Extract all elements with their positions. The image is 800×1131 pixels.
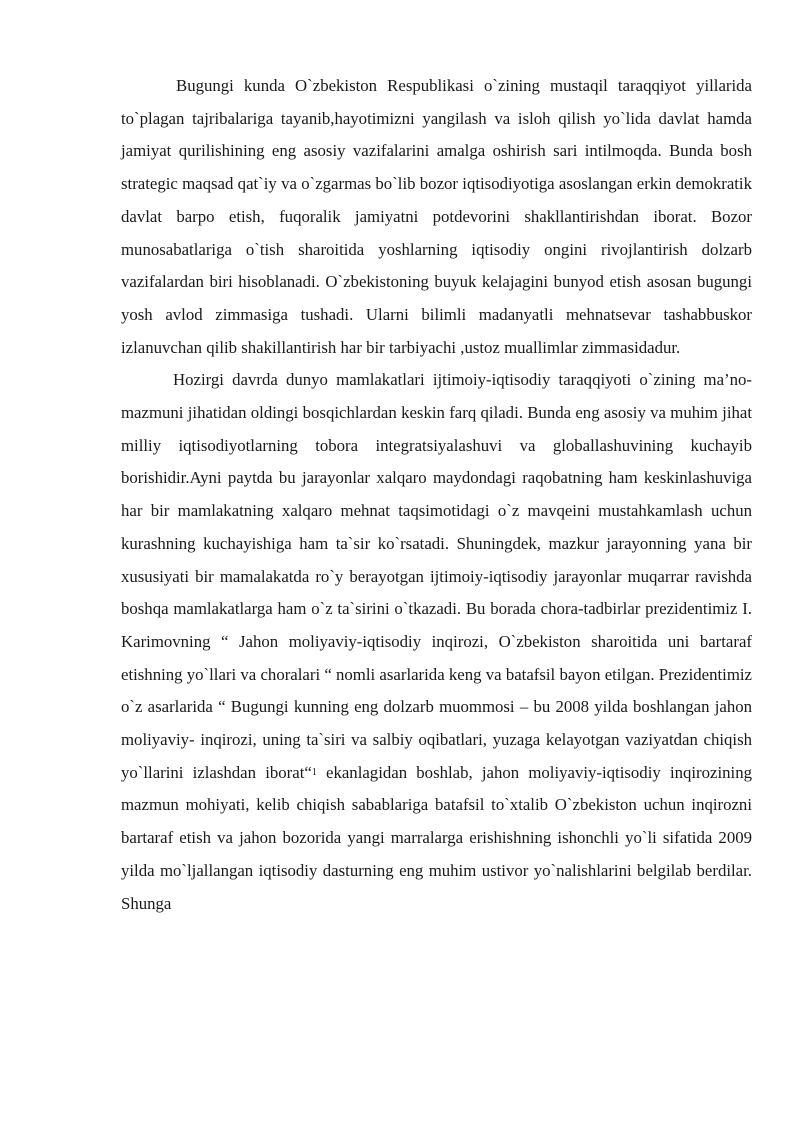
footnote-marker: 1 [311, 766, 317, 778]
paragraph-intro: Bugungi kunda O`zbekiston Respublikasi o`zining mustaqil taraqqiyot yillarida to`plagan tajribalariga tayanib,hayotimizni yangilash va isloh qilish yo`lida davlat hamda jamiyat qurilishining eng asosiy vazifalarini amalga oshirish sari intilmoqda. Bunda bosh strategic maqsad qat`iy va o`zgarmas bo`lib bozor iqtisodiyotiga asoslangan erkin demokratik davlat barpo etish, fuqoralik jamiyatni potdevorini shakllantirishdan iborat. Bozor munosabatlariga o`tish sharoitida yoshlarning iqtisodiy ongini rivojlantirish dolzarb vazifalardan biri hisoblanadi. O`zbekistoning buyuk kelajagini bunyod etish asosan bugungi yosh avlod zimmasiga tushadi. Ularni bilimli madanyatli mehnatsevar tashabbuskor izlanuvchan qilib shakillantirish har bir tarbiyachi ,ustoz muallimlar zimmasidadur. [121, 76, 752, 357]
document-page [121, 70, 752, 920]
paragraph-economic-crisis [121, 364, 752, 920]
paragraph-text-after-footnote: ekanlagidan boshlab, jahon moliyaviy-iqtisodiy inqirozining mazmun mohiyati, kelib chiqish sabablariga batafsil to`xtalib O`zbekiston uchun inqirozni bartaraf etish va jahon bozorida yangi marralarga erishishning ishonchli yo`li sifatida 2009 yilda mo`ljallangan iqtisodiy dasturning eng muhim ustivor yo`nalishlarini belgilab berdilar. Shunga [121, 762, 752, 913]
paragraph-text-before-footnote: Hozirgi davrda dunyo mamlakatlari ijtimoiy-iqtisodiy taraqqiyoti o`zining ma’no-mazmuni jihatidan oldingi bosqichlardan keskin farq qiladi. Bunda eng asosiy va muhim jihat milliy iqtisodiyotlarning tobora integratsiyalashuvi va globallashuvining kuchayib borishidir.Ayni paytda bu jarayonlar xalqaro maydondagi raqobatning ham keskinlashuviga har bir mamlakatning xalqaro mehnat taqsimotidagi o`z mavqeini mustahkamlash uchun kurashning kuchayishiga ham ta`sir ko`rsatadi. Shuningdek, mazkur jarayonning yana bir xususiyati bir mamalakatda ro`y berayotgan ijtimoiy-iqtisodiy jarayonlar muqarrar ravishda boshqa mamlakatlarga ham o`z ta`sirini o`tkazadi. Bu borada chora-tadbirlar prezidentimiz I. Karimovning “ Jahon moliyaviy-iqtisodiy inqirozi, O`zbekiston sharoitida uni bartaraf etishning yo`llari va choralari “ nomli asarlarida keng va batafsil bayon etilgan. Prezidentimiz o`z asarlarida “ Bugungi kunning eng dolzarb muommosi – bu 2008 yilda boshlangan jahon moliyaviy- inqirozi, uning ta`siri va salbiy oqibatlari, yuzaga kelayotgan vaziyatdan chiqish yo`llarini izlashdan iborat“ [121, 370, 752, 782]
